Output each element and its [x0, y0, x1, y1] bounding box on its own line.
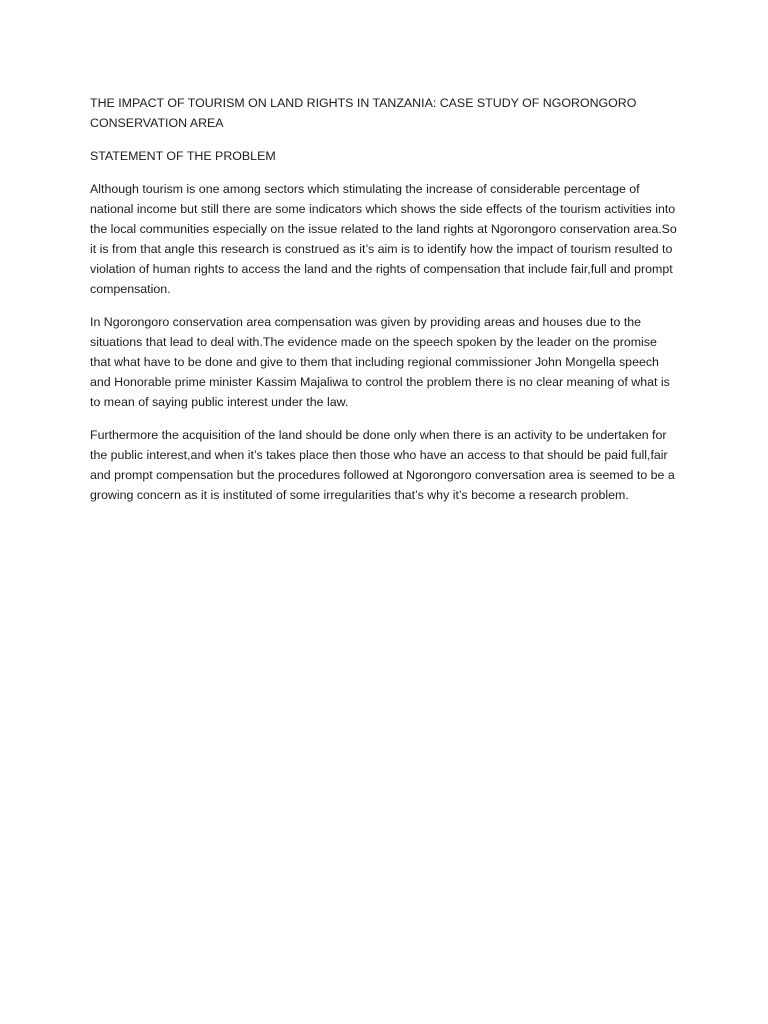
paragraph-1: Although tourism is one among sectors which stimulating the increase of considerable percentage of national income but still there are some indicators which shows the side effects of the tourism activities into the local communities especially on the issue related to the land rights at Ngorongoro conservation area.So it is from that angle this research is construed as it’s aim is to identify how the impact of tourism resulted to violation of human rights to access the land and the rights of compensation that include fair,full and prompt compensation.	[90, 182, 677, 296]
document-body	[90, 93, 680, 518]
paragraph-3: Furthermore the acquisition of the land should be done only when there is an activity to be undertaken for the public interest,and when it’s takes place then those who have an access to that should be paid full,fair and prompt compensation but the procedures followed at Ngorongoro conversation area is seemed to be a growing concern as it is instituted of some irregularities that’s why it’s become a research problem.	[90, 428, 675, 502]
document-title: THE IMPACT OF TOURISM ON LAND RIGHTS IN TANZANIA: CASE STUDY OF NGORONGORO CONSERVATION AREA	[90, 96, 637, 130]
paragraph-2: In Ngorongoro conservation area compensation was given by providing areas and houses due to the situations that lead to deal with.The evidence made on the speech spoken by the leader on the promise that what have to be done and give to them that including regional commissioner John Mongella speech and Honorable prime minister Kassim Majaliwa to control the problem there is no clear meaning of what is to mean of saying public interest under the law.	[90, 315, 670, 409]
section-heading: STATEMENT OF THE PROBLEM	[90, 149, 276, 163]
